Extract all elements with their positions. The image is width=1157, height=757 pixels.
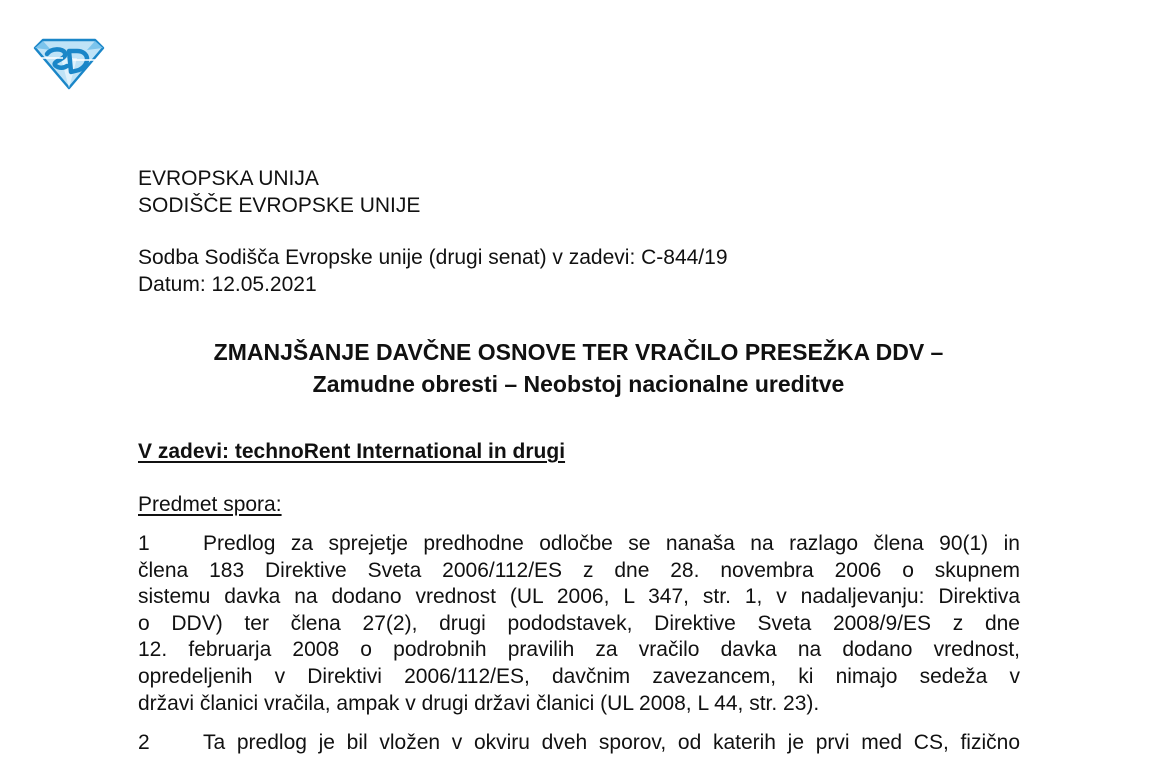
paragraph-1 [138, 531, 1020, 717]
case-date: Datum: 12.05.2021 [138, 273, 317, 296]
paragraph-2-line: 2 Ta predlog je bil vložen v okviru dveh sporov, od katerih je prvi med CS, fizično [138, 730, 1020, 757]
case-parties: V zadevi: technoRent International in drugi [138, 440, 566, 463]
header-union: EVROPSKA UNIJA [138, 167, 319, 190]
paragraph-number: 1 [138, 532, 150, 555]
subject-heading: Predmet spora: [138, 493, 282, 516]
paragraph-2 [138, 730, 1020, 757]
paragraph-1-line: 12. februarja 2008 o podrobnih pravilih za vračilo davka na dodano vrednost, [138, 638, 1020, 662]
document-title-line-2: Zamudne obresti – Neobstoj nacionalne ureditve [312, 371, 845, 397]
paragraph-number: 2 [138, 731, 150, 754]
paragraph-1-line: sistemu davka na dodano vrednost (UL 2006, L 347, str. 1, v nadaljevanju: Direktiva [138, 585, 1020, 609]
court-logo [33, 38, 105, 90]
header-court: SODIŠČE EVROPSKE UNIJE [138, 194, 421, 217]
paragraph-1-line: o DDV) ter člena 27(2), drugi pododstavek, Direktive Sveta 2008/9/ES z dne [138, 611, 1020, 635]
paragraph-1-line: opredeljenih v Direktivi 2006/112/ES, davčnim zavezancem, ki nimajo sedeža v [138, 664, 1020, 688]
paragraph-1-line: 1 Predlog za sprejetje predhodne odločbe se nanaša na razlago člena 90(1) in [138, 531, 1020, 558]
paragraph-1-line: člena 183 Direktive Sveta 2006/112/ES z dne 28. novembra 2006 o skupnem [138, 558, 1020, 582]
paragraph-1-line: državi članici vračila, ampak v drugi državi članici (UL 2008, L 44, str. 23). [138, 691, 820, 715]
case-reference: Sodba Sodišča Evropske unije (drugi senat) v zadevi: C-844/19 [138, 246, 728, 269]
document-title-line-1: ZMANJŠANJE DAVČNE OSNOVE TER VRAČILO PRESEŽKA DDV – [213, 339, 944, 365]
